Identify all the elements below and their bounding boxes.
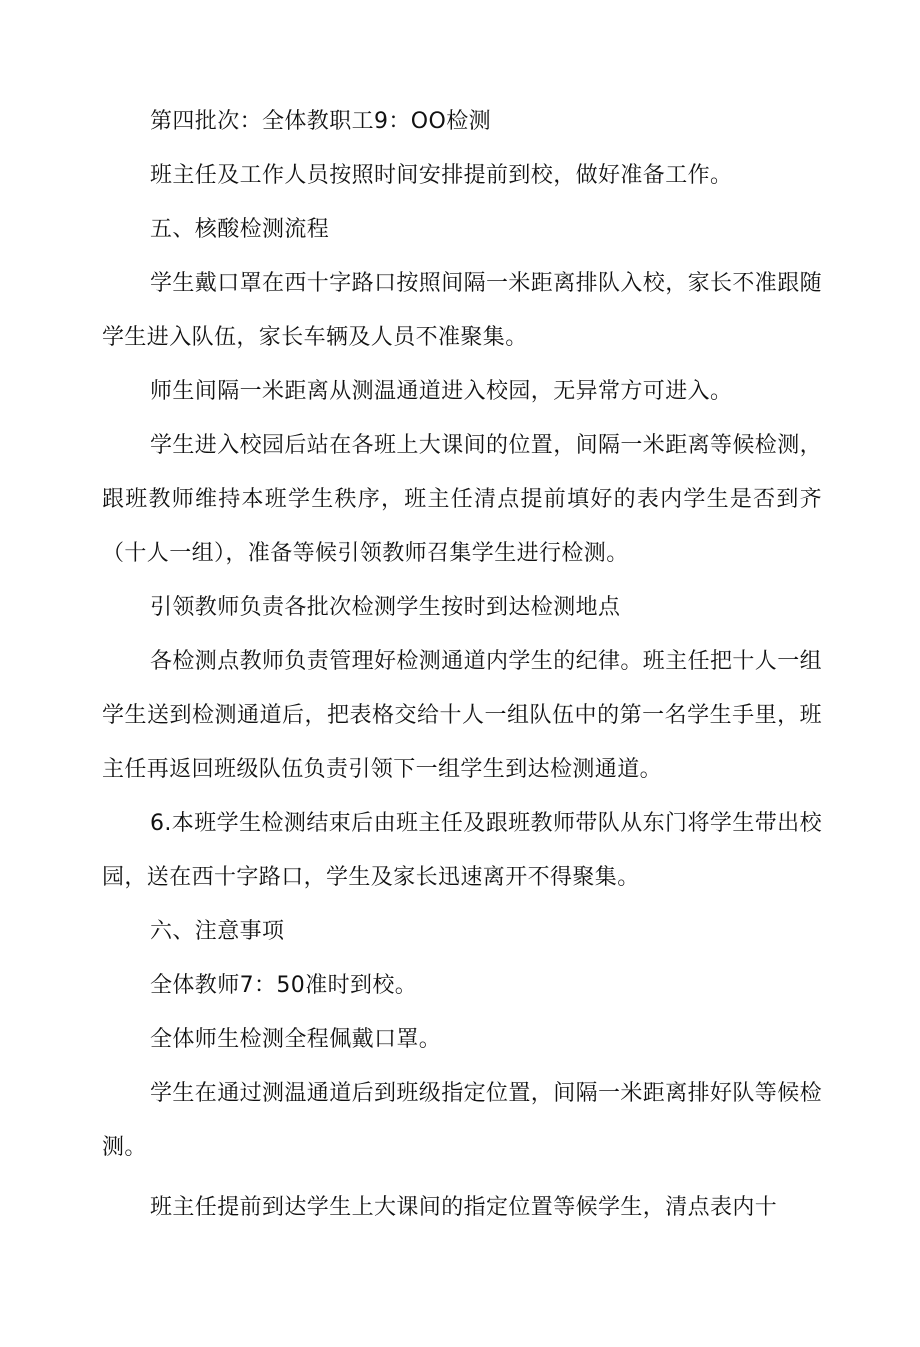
document-body [102,95,822,1235]
paragraph-staff-arrival: 班主任及工作人员按照时间安排提前到校，做好准备工作。 [150,163,733,188]
paragraph-student-waiting: 学生在通过测温通道后到班级指定位置，间隔一米距离排好队等候检测。 [102,1081,823,1160]
paragraph-temperature-channel: 师生间隔一米距离从测温通道进入校园，无异常方可进入。 [150,379,733,404]
paragraph-class-positions: 学生进入校园后站在各班上大课间的位置，间隔一米距离等候检测，跟班教师维持本班学生秩序，班主任清点提前填好的表内学生是否到齐（十人一组），准备等候引领教师召集学生进行检测。 [102,433,823,566]
section-heading-precautions: 六、注意事项 [150,919,285,944]
paragraph-head-teacher-count: 班主任提前到达学生上大课间的指定位置等候学生，清点表内十 [150,1195,778,1220]
paragraph-testing-point-discipline: 各检测点教师负责管理好检测通道内学生的纪律。班主任把十人一组学生送到检测通道后，把表格交给十人一组队伍中的第一名学生手里，班主任再返回班级队伍负责引领下一组学生到达检测通道。 [102,649,823,782]
paragraph-batch-four: 第四批次：全体教职工9：OO检测 [150,109,492,134]
paragraph-mask-requirement: 全体师生检测全程佩戴口罩。 [150,1027,442,1052]
paragraph-guide-teachers: 引领教师负责各批次检测学生按时到达检测地点 [150,595,621,620]
paragraph-queue-entry: 学生戴口罩在西十字路口按照间隔一米距离排队入校，家长不准跟随学生进入队伍，家长车辆及人员不准聚集。 [102,271,823,350]
paragraph-teacher-arrival-time: 全体教师7：50准时到校。 [150,973,418,998]
paragraph-exit-procedure: 6.本班学生检测结束后由班主任及跟班教师带队从东门将学生带出校园，送在西十字路口，学生及家长迅速离开不得聚集。 [102,811,822,890]
section-heading-testing-process: 五、核酸检测流程 [150,217,330,242]
